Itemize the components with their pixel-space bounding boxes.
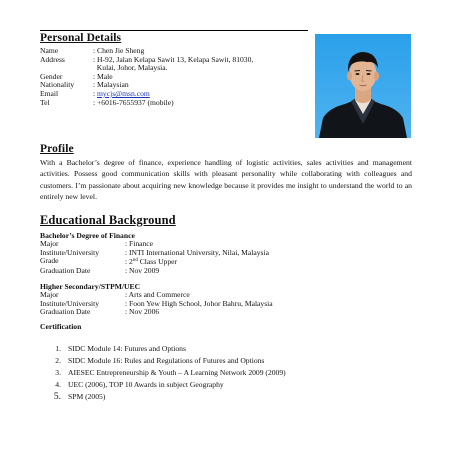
grade-suffix: Class Upper: [137, 257, 178, 267]
profile-photo: [315, 34, 411, 138]
list-item-text: SPM (2005): [68, 392, 106, 402]
detail-row-tel: [40, 99, 253, 108]
detail-key: Tel: [40, 97, 50, 107]
list-item: [40, 354, 286, 366]
bachelor-row-graduation: [40, 267, 269, 276]
grade-suffix-sup: nd: [132, 258, 138, 264]
detail-key: Nationality: [40, 80, 75, 90]
certification-heading: Certification: [40, 322, 82, 331]
detail-key: Address: [40, 54, 65, 64]
email-sep: :: [93, 88, 98, 98]
detail-row-address-cont: [40, 64, 253, 73]
portrait-image: [315, 34, 411, 138]
personal-details-table: [40, 47, 253, 107]
list-item-number: 2.: [55, 355, 61, 365]
higher-secondary-heading: Higher Secondary/STPM/UEC: [40, 282, 141, 291]
list-item-number: 1.: [55, 343, 61, 353]
list-item-number: 4.: [55, 380, 61, 390]
list-item-text: AIESEC Entrepreneurship & Youth – A Learning Network 2009 (2009): [68, 367, 286, 377]
detail-value: : Malaysian: [93, 80, 129, 90]
higher-row-graduation: [40, 308, 273, 317]
detail-key: Graduation Date: [40, 265, 91, 275]
profile-paragraph: With a Bachelor’s degree of finance, experience handling of logistic activities, sales activities and management activities. Possess good communication skills with pleasant personality while collaborating with colleagues and customers. I’m passionate about acquiring new knowledge because it provides me insight to understand the world to an entirely new level.: [40, 158, 412, 202]
bachelor-row-institute: [40, 249, 269, 258]
email-link[interactable]: mycjs@msn.com: [97, 88, 150, 98]
detail-value: Kulai, Johor, Malaysia.: [93, 63, 168, 73]
detail-value: : Nov 2006: [125, 307, 160, 317]
personal-details-heading: Personal Details: [40, 32, 122, 44]
detail-value: : Foon Yew High School, Johor Bahru, Malaysia: [125, 298, 273, 308]
detail-value: : H-92, Jalan Kelapa Sawit 13, Kelapa Sawit, 81030,: [93, 54, 254, 64]
detail-key: Email: [40, 88, 59, 98]
list-item-number: 3.: [55, 367, 61, 377]
bachelor-heading: Bachelor’s Degree of Finance: [40, 231, 135, 240]
list-item: [40, 366, 286, 378]
detail-value: : Male: [93, 71, 113, 81]
grade-prefix: : 2: [125, 257, 133, 267]
detail-value: : INTI International University, Nilai, Malaysia: [125, 247, 269, 257]
profile-heading: Profile: [40, 143, 74, 155]
detail-value: : Finance: [125, 239, 154, 248]
list-item-number: 5.: [53, 391, 61, 402]
detail-value: : Arts and Commerce: [125, 290, 190, 299]
list-item-text: SIDC Module 16: Rules and Regulations of Futures and Options: [68, 355, 265, 365]
list-item-text: SIDC Module 14: Futures and Options: [68, 343, 186, 353]
detail-value: : Chen Jie Sheng: [93, 46, 145, 55]
education-heading: Educational Background: [40, 213, 176, 227]
top-rule: [40, 30, 308, 31]
detail-key: Gender: [40, 71, 63, 81]
detail-value: : Nov 2009: [125, 265, 160, 275]
detail-key: Grade: [40, 256, 59, 266]
detail-value: : +6016-7655937 (mobile): [93, 97, 174, 107]
list-item: [40, 379, 286, 391]
detail-key: Graduation Date: [40, 307, 91, 317]
detail-key: Major: [40, 239, 59, 248]
higher-secondary-details: [40, 291, 273, 317]
list-item: [40, 391, 286, 403]
detail-key: Name: [40, 46, 59, 55]
detail-key: Institute/University: [40, 247, 100, 257]
list-item-text: UEC (2006), TOP 10 Awards in subject Geography: [68, 380, 224, 390]
detail-key: Major: [40, 290, 59, 299]
bachelor-details: [40, 240, 269, 275]
list-item: [40, 342, 286, 354]
certification-list: [40, 342, 286, 403]
detail-key: Institute/University: [40, 298, 100, 308]
